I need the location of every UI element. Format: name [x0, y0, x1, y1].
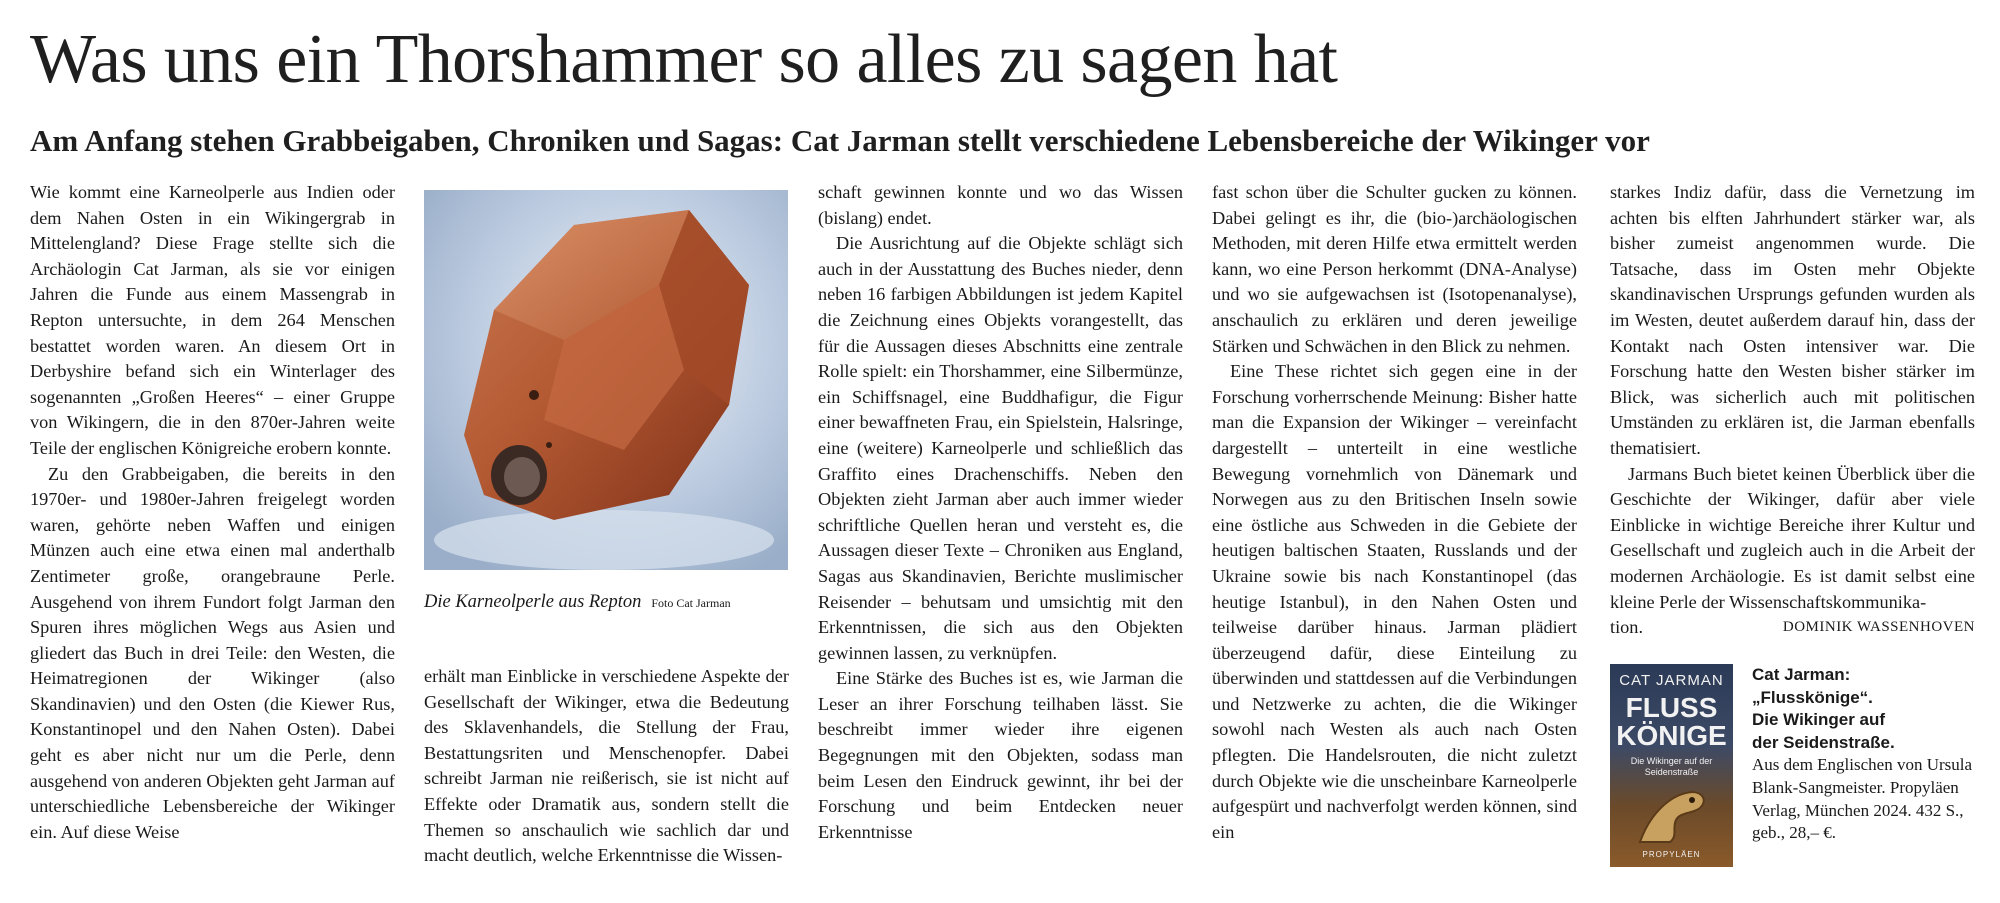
paragraph: schaft gewinnen konnte und wo das Wissen (bislang) endet.: [818, 182, 1183, 228]
book-cover: [1610, 664, 1733, 867]
book-title: „Flusskönige“.: [1752, 687, 1873, 707]
author-signature: DOMINIK WASSENHOVEN: [1782, 619, 1975, 636]
paragraph: fast schon über die Schulter gucken zu können. Dabei gelingt es ihr, die (bio-)archäologischen Methoden, mit deren Hilfe etwa ermittelt werden kann, wo eine Person herkommt (DNA-Analyse) und wo sie aufgewachsen ist (Isotopenanalyse), anschaulich zu erklären und deren jeweilige Stärken und Schwächen in den Blick zu nehmen.: [1212, 182, 1577, 356]
carnelian-bead-photo: [424, 190, 788, 570]
photo-caption: [424, 590, 792, 615]
article-column-1: [30, 180, 395, 845]
paragraph: Eine These richtet sich gegen eine in der Forschung vorherrschende Meinung: Bisher hatte man die Expansion der Wikinger – vereinfacht dargestellt – unterteilt in eine westliche Bewegung vornehmlich von Dänemark und Norwegen aus zu den Britischen Inseln sowie eine östliche aus Schweden in die Gebiete der heutigen baltischen Staaten, Russlands und der Ukraine sowie bis nach Konstantinopel (das heutige Istanbul), in den Nahen Osten und teilweise darüber hinaus. Jarman plädiert überzeugend dafür, diese Einteilung zu überwinden und stattdessen auf die Verbindungen und Netzwerke zu achten, die die Wikinger sowohl nach Westen als auch nach Osten pflegten. Die Handelsrouten, die nicht zuletzt durch Objekte wie die unscheinbare Karneolperle aufgespürt und nachverfolgt werden können, sind ein: [1212, 361, 1577, 842]
article-column-2: [424, 664, 789, 869]
cover-publisher: PROPYLÄEN: [1642, 850, 1701, 859]
article-column-4: [1212, 180, 1577, 845]
book-details: [1752, 664, 1990, 845]
article-column-5: [1610, 180, 1975, 641]
cover-title-2: KÖNIGE: [1616, 720, 1727, 751]
paragraph: Eine Stärke des Buches ist es, wie Jarman die Leser an ihrer Forschung teilhaben lässt. Sie beschreibt immer wieder ihre eigenen Begegnungen mit den Objekten, sodass man beim Lesen den Eindruck gewinnt, ihr bei der Forschung und beim Entdecken neuer Erkenntnisse: [818, 668, 1183, 842]
headline: Was uns ein Thorshammer so alles zu sagen hat: [30, 21, 1338, 98]
book-info-box: [1610, 664, 1990, 874]
caption-text: Die Karneolperle aus Repton: [424, 592, 642, 612]
book-subtitle-line-1: Die Wikinger auf: [1752, 710, 1886, 730]
book-publication-details: Aus dem Englischen von Ursula Blank-Sangmeister. Propyläen Verlag, München 2024. 432 S., geb., 28,– €.: [1752, 755, 1973, 843]
byline-row: [1610, 615, 1975, 641]
article-column-3: [818, 180, 1183, 845]
cover-author: CAT JARMAN: [1619, 672, 1724, 689]
paragraph: Die Ausrichtung auf die Objekte schlägt sich auch in der Ausstattung des Buches nieder, denn neben 16 farbigen Abbildungen ist jedem Kapitel die Zeichnung eines Objekts vorangestellt, das für die Aussagen dieses Abschnitts eine zentrale Rolle spielt: ein Thorshammer, eine Silbermünze, ein Schiffsnagel, eine Buddhafigur, die Figur einer bewaffneten Frau, ein Spielstein, Halsringe, eine (weitere) Karneolperle und schließlich das Graffito eines Drachenschiffs. Neben den Objekten zieht Jarman aber auch immer wieder schriftliche Quellen heran und versteht es, die Aussagen dieser Texte – Chroniken aus England, Sagas aus Skandinavien, Berichte muslimischer Reisender – behutsam und umsichtig mit den Erkenntnissen, die sich aus den Objekten gewinnen lassen, zu verknüpfen.: [818, 233, 1183, 663]
paragraph: erhält man Einblicke in verschiedene Aspekte der Gesellschaft der Wikinger, etwa die Bedeutung des Sklavenhandels, die Stellung der Frau, Bestattungsriten und Menschenopfer. Dabei schreibt Jarman nie reißerisch, sie ist nicht auf Effekte oder Dramatik aus, sondern stellt die Themen so anschaulich wie sachlich dar und macht deutlich, welche Erkenntnisse die Wissen-: [424, 666, 789, 866]
paragraph: starkes Indiz dafür, dass die Vernetzung im achten bis elften Jahrhundert stärker war, als bisher zumeist angenommen wurde. Die Tatsache, dass im Osten mehr Objekte skandinavischen Ursprungs gefunden wurden als im Westen, deutet außerdem darauf hin, dass der Kontakt nach Osten intensiver war. Die Forschung hatte den Westen bisher stärker im Blick, was sicherlich auch mit politischen Umständen zu erklären ist, die Jarman ebenfalls thematisiert.: [1610, 182, 1975, 458]
paragraph: Wie kommt eine Karneolperle aus Indien oder dem Nahen Osten in ein Wikingergrab in Mittelengland? Diese Frage stellte sich die Archäologin Cat Jarman, als sie vor einigen Jahren die Funde aus einem Massengrab in Repton untersuchte, in dem 264 Menschen bestattet worden waren. An diesem Ort in Derbyshire befand sich ein Winterlager des sogenannten „Großen Heeres“ – einer Gruppe von Wikingern, die in den 870er-Jahren weite Teile der englischen Königreiche erobern konnte.: [30, 182, 395, 458]
dragon-head-icon: [1630, 784, 1714, 844]
cover-title-1: FLUSS: [1625, 692, 1718, 723]
photo-credit: Foto Cat Jarman: [651, 596, 731, 610]
subheadline: Am Anfang stehen Grabbeigaben, Chroniken und Sagas: Cat Jarman stellt verschiedene Lebensbereiche der Wikinger vor: [30, 123, 1650, 158]
paragraph: Jarmans Buch bietet keinen Überblick über die Geschichte der Wikinger, dafür aber viele Einblicke in wichtige Bereiche ihrer Kultur und Gesellschaft und zugleich auch in die Arbeit der modernen Archäologie. Es ist damit selbst eine kleine Perle der Wissenschaftskommunika-: [1610, 463, 1975, 612]
book-author: Cat Jarman:: [1752, 665, 1851, 684]
carnelian-bead-illustration: [424, 190, 788, 570]
paragraph: Zu den Grabbeigaben, die bereits in den 1970er- und 1980er-Jahren freigelegt worden waren, gehörte neben Waffen und einigen Münzen auch eine etwa einen mal anderthalb Zentimeter große, orangebraune Perle. Ausgehend von ihrem Fundort folgt Jarman den Spuren ihres möglichen Wegs aus Asien und gliedert das Buch in drei Teile: den Westen, die Heimatregionen der Wikinger (also Skandinavien) und den Osten (die Kiewer Rus, Konstantinopel und den Nahen Osten). Dabei geht es aber nicht nur um die Perle, denn ausgehend von anderen Objekten geht Jarman auf unterschiedliche Lebensbereiche der Wikinger ein. Auf diese Weise: [30, 463, 395, 842]
paragraph-end: tion.: [1610, 617, 1644, 638]
book-subtitle-line-2: der Seidenstraße.: [1752, 732, 1895, 752]
cover-subtitle: Die Wikinger auf der Seidenstraße: [1630, 756, 1713, 777]
